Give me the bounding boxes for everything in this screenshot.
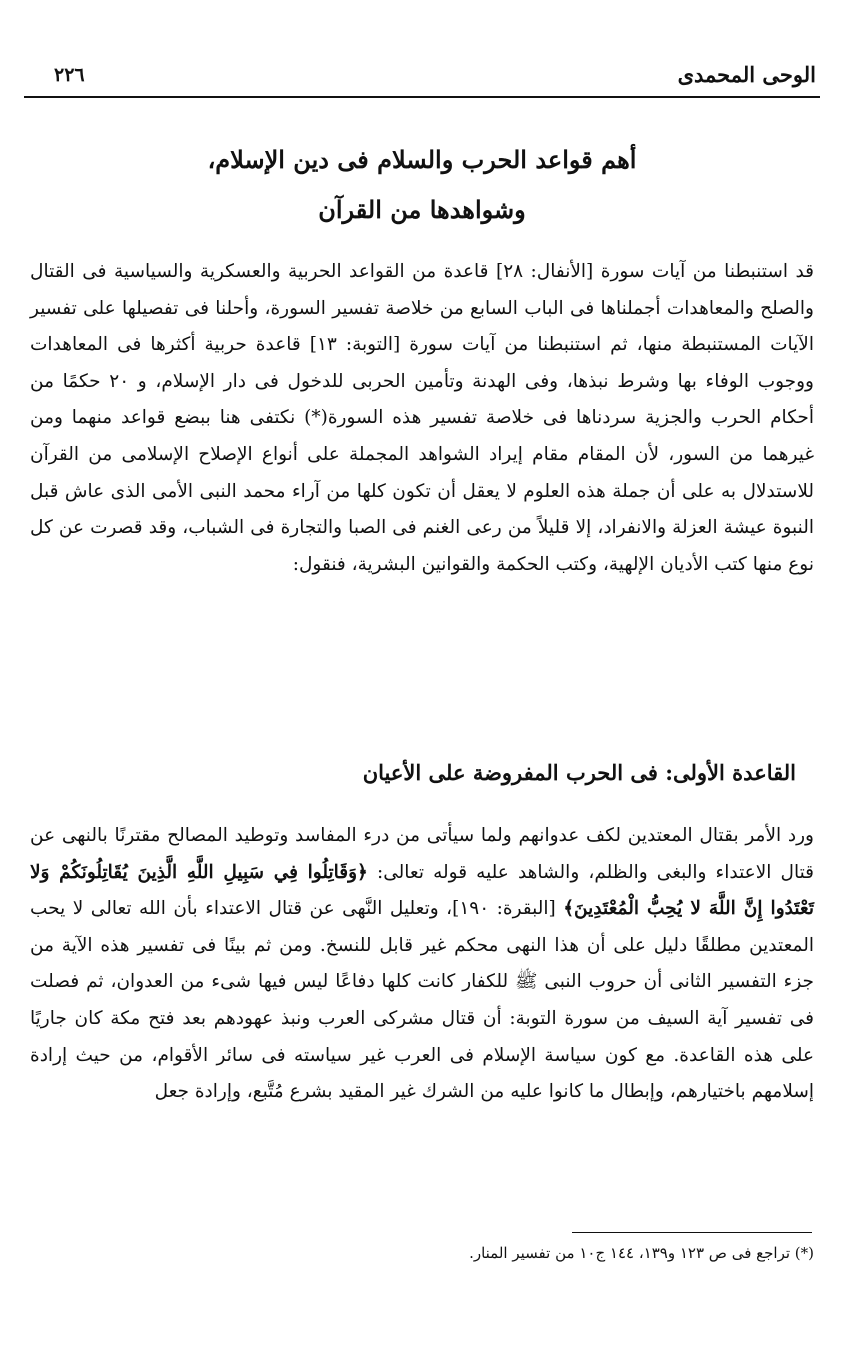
page-number: ٢٢٦	[54, 64, 85, 86]
running-title: الوحى المحمدى	[677, 62, 816, 87]
intro-paragraph: قد استنبطنا من آيات سورة [الأنفال: ٢٨] قاعدة من القواعد الحربية والعسكرية والسياسية فى القتال والصلح والمعاهدات أجملناها فى الباب السابع من خلاصة تفسير السورة، وأحلنا فى تفصيلها على تفسير الآيات المستنبطة منها، ثم استنبطنا من آيات سورة [التوبة: ١٣] قاعدة حربية أكثرها فى المعاهدات ووجوب الوفاء بها وشرط نبذها، وفى الهدنة وتأمين الحربى للدخول فى دار الإسلام، و ٢٠ حكمًا من أحكام الحرب والجزية سردناها فى خلاصة تفسير هذه السورة(*) نكتفى هنا ببضع قواعد منهما ومن غيرهما من السور، لأن المقام مقام إيراد الشواهد المجملة على أنواع الإصلاح الإسلامى من القرآن للاستدلال به على أن جملة هذه العلوم لا يعقل أن تكون كلها من آراء محمد النبى الأمى الذى عاش قبل النبوة عيشة العزلة والانفراد، إلا قليلاً من رعى الغنم فى الصبا والتجارة فى الشباب، وقد قصرت عن كل نوع منها كتب الأديان الإلهية، وكتب الحكمة والقوانين البشرية، فنقول:	[30, 261, 814, 575]
footnote: (*) تراجع فى ص ١٢٣ و١٣٩، ١٤٤ ج١٠ من تفسير المنار.	[469, 1244, 814, 1262]
rule-one-paragraph	[30, 818, 814, 1111]
chapter-heading	[40, 135, 804, 235]
running-head	[24, 58, 820, 94]
section-heading: القاعدة الأولى: فى الحرب المفروضة على الأعيان	[362, 760, 796, 785]
chapter-heading-line-2: وشواهدها من القرآن	[318, 195, 526, 224]
chapter-heading-line-1: أهم قواعد الحرب والسلام فى دين الإسلام،	[207, 145, 637, 174]
header-rule	[24, 96, 820, 98]
rule-one-text-start: ورد الأمر بقتال المعتدين لكف عدوانهم ولما سيأتى من درء المفاسد وتوطيد المصالح مقترنًا بالنهى عن قتال الاعتداء والبغى والظلم، والشاهد عليه قوله تعالى:	[30, 825, 815, 883]
footnote-rule	[572, 1232, 812, 1233]
quran-verse: ﴿وَقَاتِلُوا فِي سَبِيلِ اللَّهِ الَّذِينَ يُقَاتِلُونَكُمْ وَلا تَعْتَدُوا إِنَّ اللَّهَ لا يُحِبُّ الْمُعْتَدِينَ﴾	[30, 861, 814, 920]
rule-one-text-end: [البقرة: ١٩٠]، وتعليل النَّهى عن قتال الاعتداء بأن الله تعالى لا يحب المعتدين مطلقًا دليل على أن هذا النهى محكم غير قابل للنسخ. ومن ثم بينًا فى تفسير هذه الآية من جزء التفسير الثانى أن حروب النبى ﷺ للكفار كانت كلها دفاعًا ليس فيها شىء من العدوان، ثم فصلت فى تفسير آية السيف من سورة التوبة: أن قتال مشركى العرب ونبذ عهودهم بعد فتح مكة كان جاريًا على هذه القاعدة. مع كون سياسة الإسلام فى العرب غير سياسته فى سائر الأقوام، من حيث إرادة إسلامهم باختيارهم، وإبطال ما كانوا عليه من الشرك غير المقيد بشرع مُتَّبع، وإرادة جعل	[30, 898, 814, 1103]
